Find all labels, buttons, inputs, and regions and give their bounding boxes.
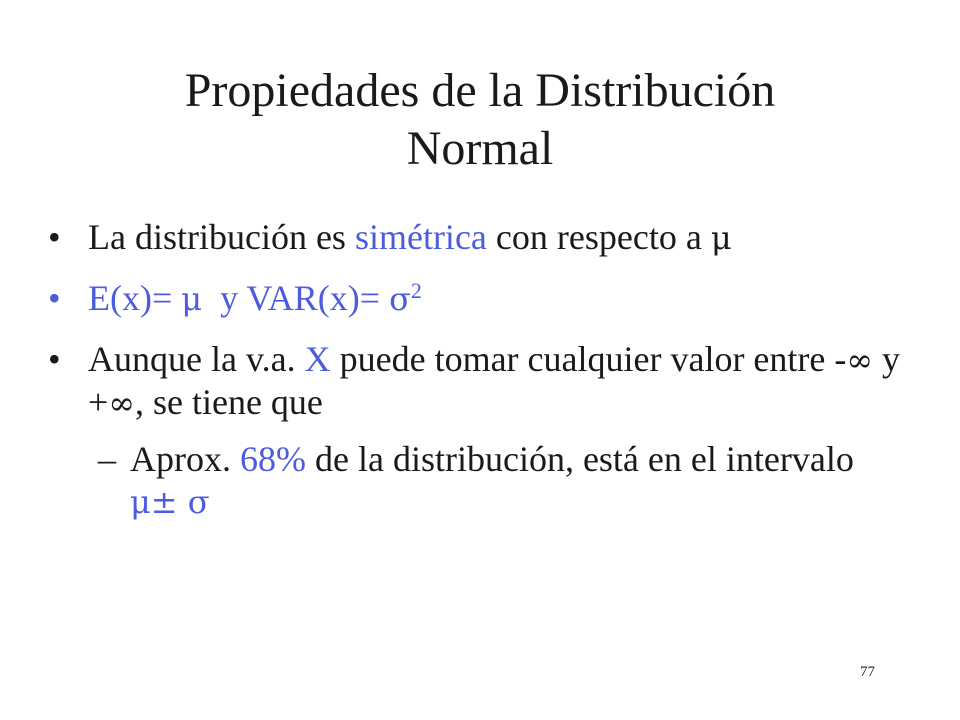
infinity-symbol: ∞: [846, 341, 874, 379]
bullet2-part2: y VAR(x)=: [202, 278, 390, 318]
bullet-range: [48, 338, 908, 424]
page-number: 77: [860, 664, 875, 680]
bullet1-text-after: con respecto a: [486, 217, 711, 257]
bullet3-highlight: X: [304, 339, 331, 379]
bullet-list: [48, 216, 908, 523]
bullet3-text-end: , se tiene que: [134, 382, 323, 422]
slide-title: [60, 62, 900, 178]
mu-symbol: μ: [710, 219, 732, 257]
bullet-expectation-variance: [48, 277, 908, 320]
sub-bullet-marker: –: [98, 439, 116, 479]
title-line-1: Propiedades de la Distribución: [184, 64, 776, 117]
exponent: 2: [410, 278, 422, 303]
sub-bullet-68-percent: [48, 438, 908, 523]
bullet-marker: •: [48, 339, 61, 379]
bullet-marker: •: [48, 278, 61, 318]
bullet1-highlight: simétrica: [354, 217, 487, 257]
mu-symbol: μ: [181, 280, 203, 318]
bullet-marker: •: [48, 217, 61, 257]
infinity-symbol: ∞: [108, 384, 135, 422]
bullet1-text-before: La distribución es: [88, 217, 355, 257]
sub1-text-before: Aprox.: [130, 439, 240, 479]
sub1-text-after: de la distribución, está en el intervalo: [306, 439, 854, 479]
bullet3-text-mid: y +: [88, 339, 901, 422]
bullet3-text-after: puede tomar cualquier valor entre -: [330, 339, 847, 379]
title-line-2: Normal: [406, 122, 554, 175]
bullet3-text-before: Aunque la v.a.: [88, 339, 305, 379]
sub1-highlight: 68%: [240, 439, 306, 479]
mu-plus-minus-sigma: μ± σ: [130, 483, 210, 521]
bullet2-part1: E(x)=: [88, 278, 182, 318]
bullet-symmetry: [48, 216, 908, 259]
sigma-symbol: σ: [389, 280, 411, 318]
